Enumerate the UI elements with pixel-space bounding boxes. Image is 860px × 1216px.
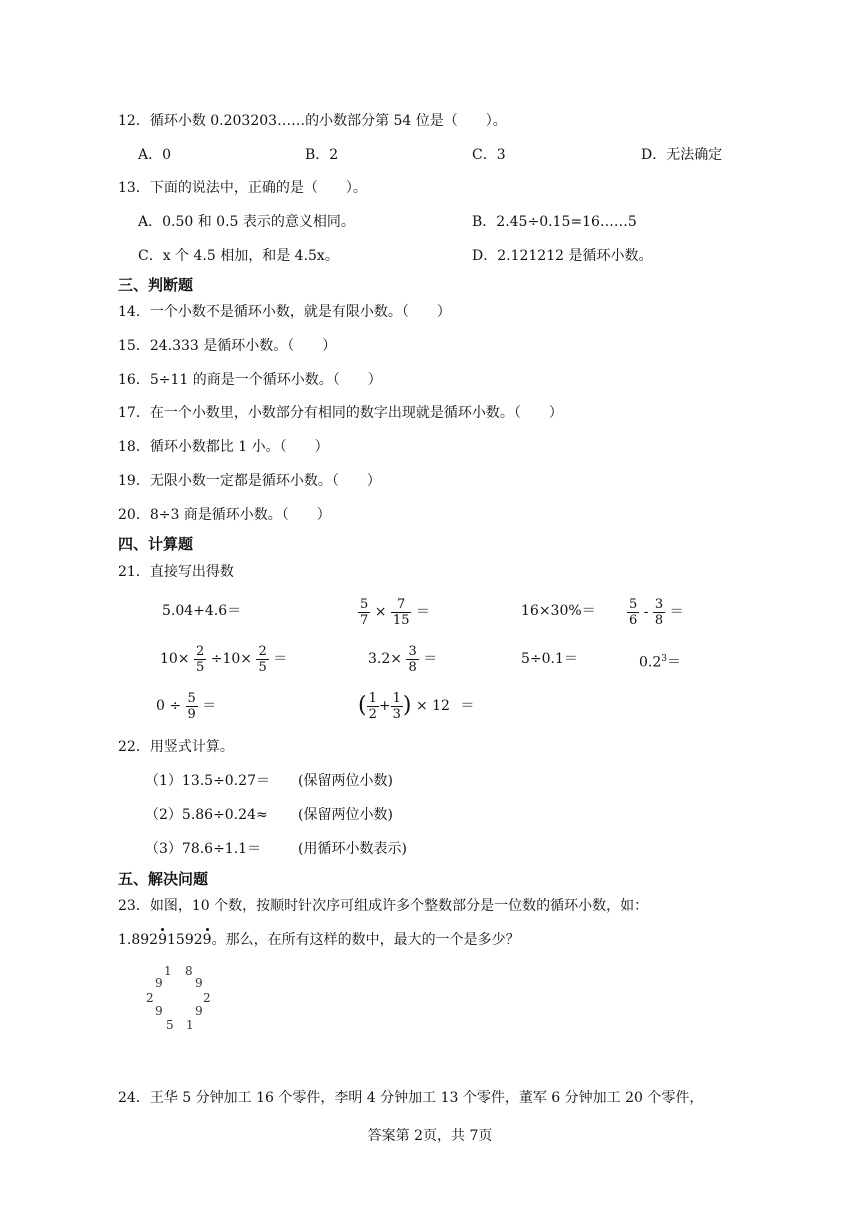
- calc-e4: $\frac{5}{6}$ - $\frac{3}{8}$ ＝: [629, 596, 684, 628]
- calc-e10: ( $\frac{1}{2}$ + $\frac{1}{3}$ ) × 12 ＝: [358, 690, 475, 722]
- judge-item: 20．8÷3 商是循环小数。（ ）: [118, 507, 331, 523]
- q12-option-a: A．0: [138, 147, 172, 163]
- calc-e1: 5.04+4.6＝: [162, 603, 242, 619]
- q13-option-b: B．2.45÷0.15=16……5: [472, 214, 637, 230]
- ring-digit: 9: [195, 976, 203, 990]
- ring-digit: 8: [185, 964, 193, 978]
- ring-digit: 2: [203, 991, 211, 1005]
- ring-digit: 1: [164, 964, 172, 978]
- calc-e9: 0 ÷ $\frac{5}{9}$ ＝: [156, 690, 217, 722]
- q21-stem: 21．直接写出得数: [118, 564, 234, 580]
- ring-digit: 9: [195, 1004, 203, 1018]
- q23-line2: 1.892915929。那么，在所有这样的数中，最大的一个是多少？: [118, 932, 520, 948]
- q13-option-d: D．2.121212 是循环小数。: [472, 248, 653, 264]
- section-title-calc: 四、计算题: [118, 535, 194, 553]
- calc-e5: 10× $\frac{2}{5}$ ÷10× $\frac{2}{5}$ ＝: [160, 643, 288, 675]
- q13-option-a: A．0.50 和 0.5 表示的意义相同。: [138, 214, 355, 230]
- judge-item: 14．一个小数不是循环小数，就是有限小数。（ ）: [118, 304, 451, 320]
- judge-item: 18．循环小数都比 1 小。（ ）: [118, 439, 329, 455]
- ring-digit: 5: [166, 1018, 174, 1032]
- q12-option-d: D．无法确定: [641, 147, 723, 163]
- judge-item: 17．在一个小数里，小数部分有相同的数字出现就是循环小数。（ ）: [118, 405, 563, 421]
- q13-stem: 13．下面的说法中，正确的是（ ）。: [118, 180, 367, 196]
- q22-note: (保留两位小数): [298, 807, 393, 823]
- page-footer: 答案第 2页，共 7页: [367, 1128, 493, 1144]
- calc-e8: $0.2^3=$: [639, 654, 681, 671]
- section-title-solve: 五、解决问题: [118, 870, 209, 888]
- q23-line1: 23．如图，10 个数，按顺时针次序可组成许多个整数部分是一位数的循环小数，如：: [118, 898, 649, 914]
- calc-e3: 16×30%＝: [521, 603, 596, 619]
- q22-expr: （2）5.86÷0.24≈: [145, 807, 268, 823]
- ring-digit: 2: [146, 991, 154, 1005]
- calc-e7: 5÷0.1＝: [521, 651, 578, 667]
- ring-digit: 9: [155, 1004, 163, 1018]
- judge-item: 16．5÷11 的商是一个循环小数。（ ）: [118, 372, 382, 388]
- q13-option-c: C．x 个 4.5 相加，和是 4.5x。: [138, 248, 339, 264]
- q22-expr: （3）78.6÷1.1＝: [145, 841, 262, 857]
- q22-stem: 22．用竖式计算。: [118, 739, 234, 755]
- calc-e2: $\frac{5}{7}$ × $\frac{7}{15}$ ＝: [360, 596, 430, 628]
- q22-note: (用循环小数表示): [298, 841, 407, 857]
- q12-option-c: C．3: [472, 147, 506, 163]
- ring-digit: 1: [186, 1018, 194, 1032]
- ring-digit: 9: [155, 976, 163, 990]
- q24-stem: 24．王华 5 分钟加工 16 个零件，李明 4 分钟加工 13 个零件，董军 6 分钟加工 20 个零件，: [118, 1090, 704, 1106]
- q12-stem: 12．循环小数 0.203203……的小数部分第 54 位是（ ）。: [118, 113, 507, 129]
- q22-note: (保留两位小数): [298, 773, 393, 789]
- q12-option-b: B．2: [305, 147, 339, 163]
- calc-e6: 3.2× $\frac{3}{8}$ ＝: [368, 643, 438, 675]
- q22-expr: （1）13.5÷0.27＝: [145, 773, 270, 789]
- judge-item: 19．无限小数一定都是循环小数。（ ）: [118, 473, 381, 489]
- judge-item: 15．24.333 是循环小数。（ ）: [118, 338, 337, 354]
- section-title-judge: 三、判断题: [118, 276, 194, 294]
